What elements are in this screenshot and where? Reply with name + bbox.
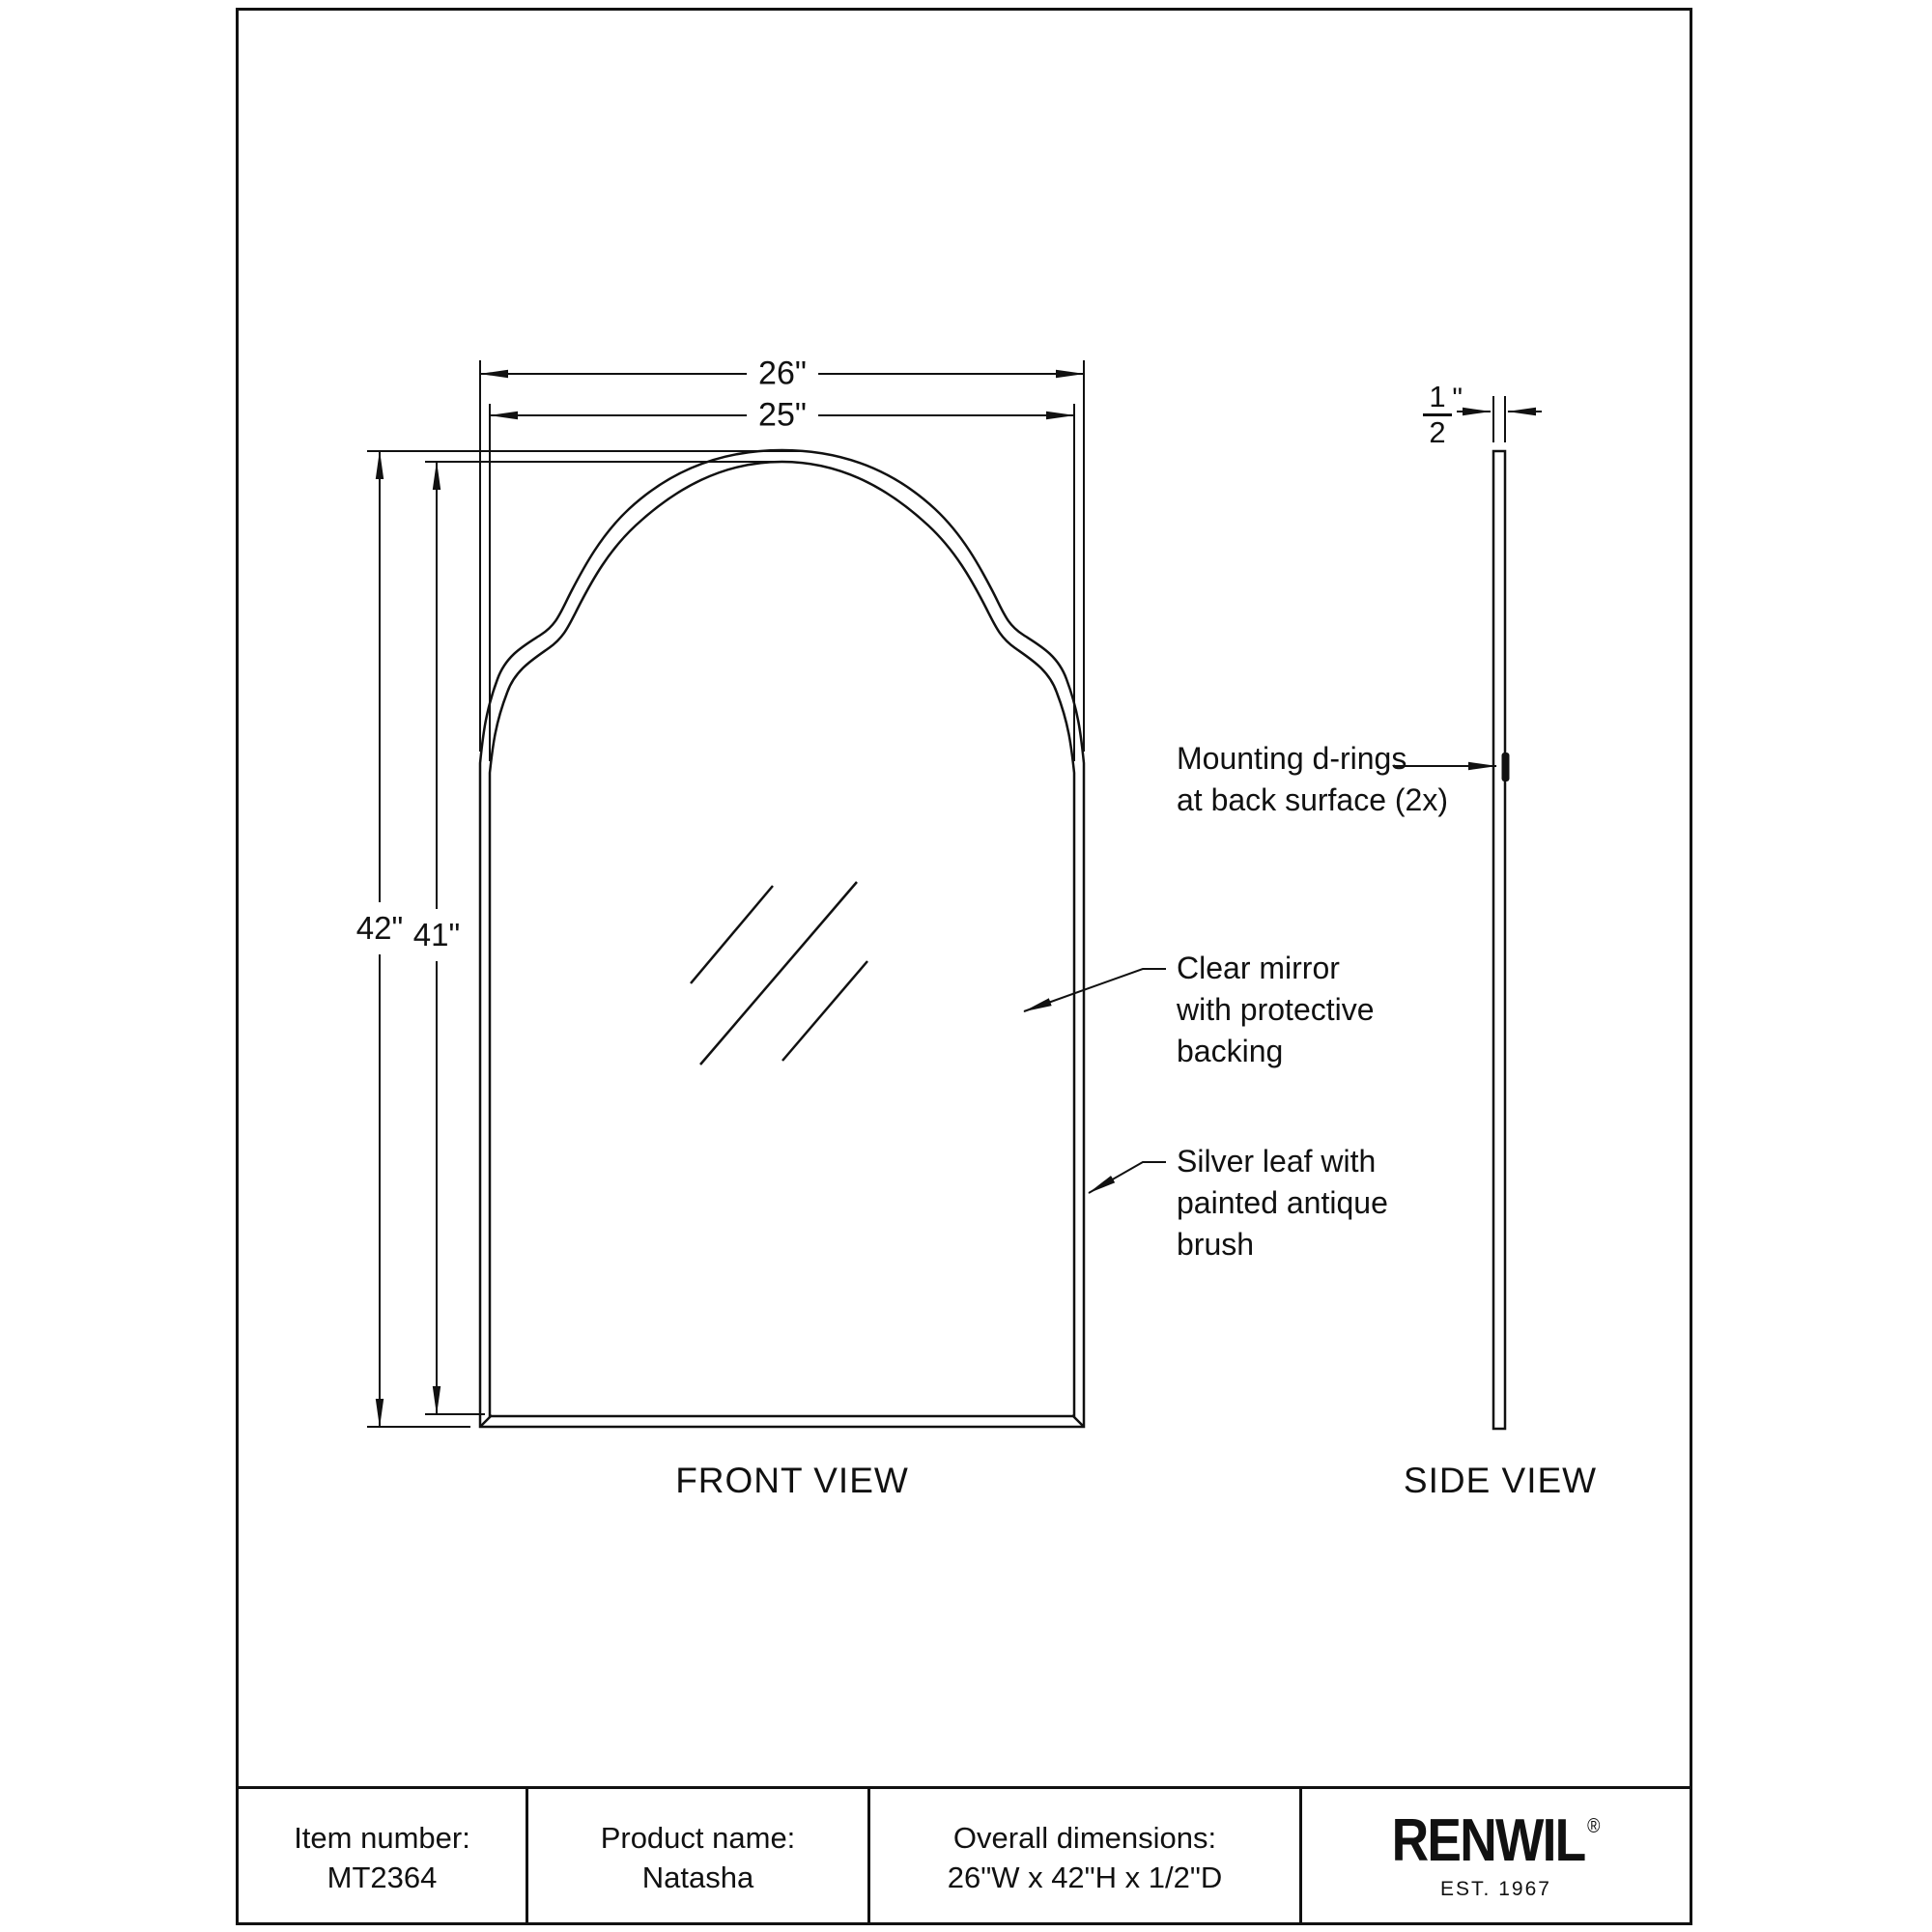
title-block-cell-item-number (239, 1789, 528, 1922)
reflection-line (782, 961, 867, 1061)
dim-label-thickness (1416, 380, 1463, 449)
mirror-outer-edge (480, 450, 1084, 1427)
overall-dimensions-label: Overall dimensions: (952, 1821, 1217, 1855)
thickness-numerator: 1 (1429, 380, 1446, 413)
registered-trademark-icon: ® (1587, 1815, 1601, 1837)
thickness-denominator: 2 (1429, 415, 1446, 449)
title-block-cell-product-name (528, 1789, 870, 1922)
front-view-outline (480, 450, 1084, 1427)
callout-frame-line1: Silver leaf with (1177, 1144, 1377, 1179)
inch-mark: " (1452, 383, 1463, 414)
extension-lines (367, 360, 1505, 1427)
corner-bevel-right (1072, 1415, 1084, 1427)
glass-reflection-marks (691, 882, 867, 1065)
callout-mirror-line1: Clear mirror (1177, 951, 1340, 985)
side-view-outline (1493, 451, 1510, 1429)
dim-label-inner-width: 25" (747, 395, 818, 437)
product-name-value: Natasha (641, 1861, 754, 1894)
title-block-cell-brand (1302, 1789, 1690, 1922)
brand-name: RENWIL (1391, 1807, 1585, 1874)
product-name-label: Product name: (600, 1821, 796, 1855)
side-profile (1493, 451, 1505, 1429)
item-number-value: MT2364 (327, 1861, 438, 1894)
dim-label-outer-height: 42" (352, 902, 408, 954)
callout-frame-line3: brush (1177, 1227, 1255, 1262)
mirror-inner-edge (490, 462, 1074, 1416)
callout-mirror-line3: backing (1177, 1034, 1284, 1068)
callout-silver-leaf (1177, 1141, 1388, 1265)
callout-mounting-line1: Mounting d-rings (1177, 741, 1407, 776)
item-number-label: Item number: (294, 1821, 470, 1855)
brand-tagline: EST. 1967 (1440, 1878, 1551, 1900)
overall-dimensions-value: 26"W x 42"H x 1/2"D (947, 1861, 1223, 1894)
leader-silver-leaf (1089, 1162, 1166, 1193)
leader-clear-mirror (1024, 969, 1166, 1011)
dim-label-inner-height: 41" (409, 909, 465, 961)
callout-mirror-line2: with protective (1177, 992, 1375, 1027)
corner-bevel-left (480, 1415, 492, 1427)
callout-clear-mirror (1177, 948, 1375, 1072)
callout-mounting-line2: at back surface (2x) (1177, 782, 1448, 817)
title-block (236, 1786, 1692, 1925)
reflection-line (700, 882, 857, 1065)
d-ring (1502, 753, 1510, 781)
brand-logo-row (1391, 1807, 1601, 1874)
side-view-label: SIDE VIEW (1403, 1461, 1598, 1500)
title-block-cell-overall-dimensions (870, 1789, 1302, 1922)
dim-label-outer-width: 26" (747, 354, 818, 395)
callout-frame-line2: painted antique (1177, 1185, 1388, 1220)
reflection-line (691, 886, 773, 983)
front-view-label: FRONT VIEW (675, 1461, 909, 1500)
callout-mounting (1177, 738, 1448, 821)
brand-logo (1375, 1807, 1617, 1909)
dimension-lines (380, 374, 1542, 1427)
